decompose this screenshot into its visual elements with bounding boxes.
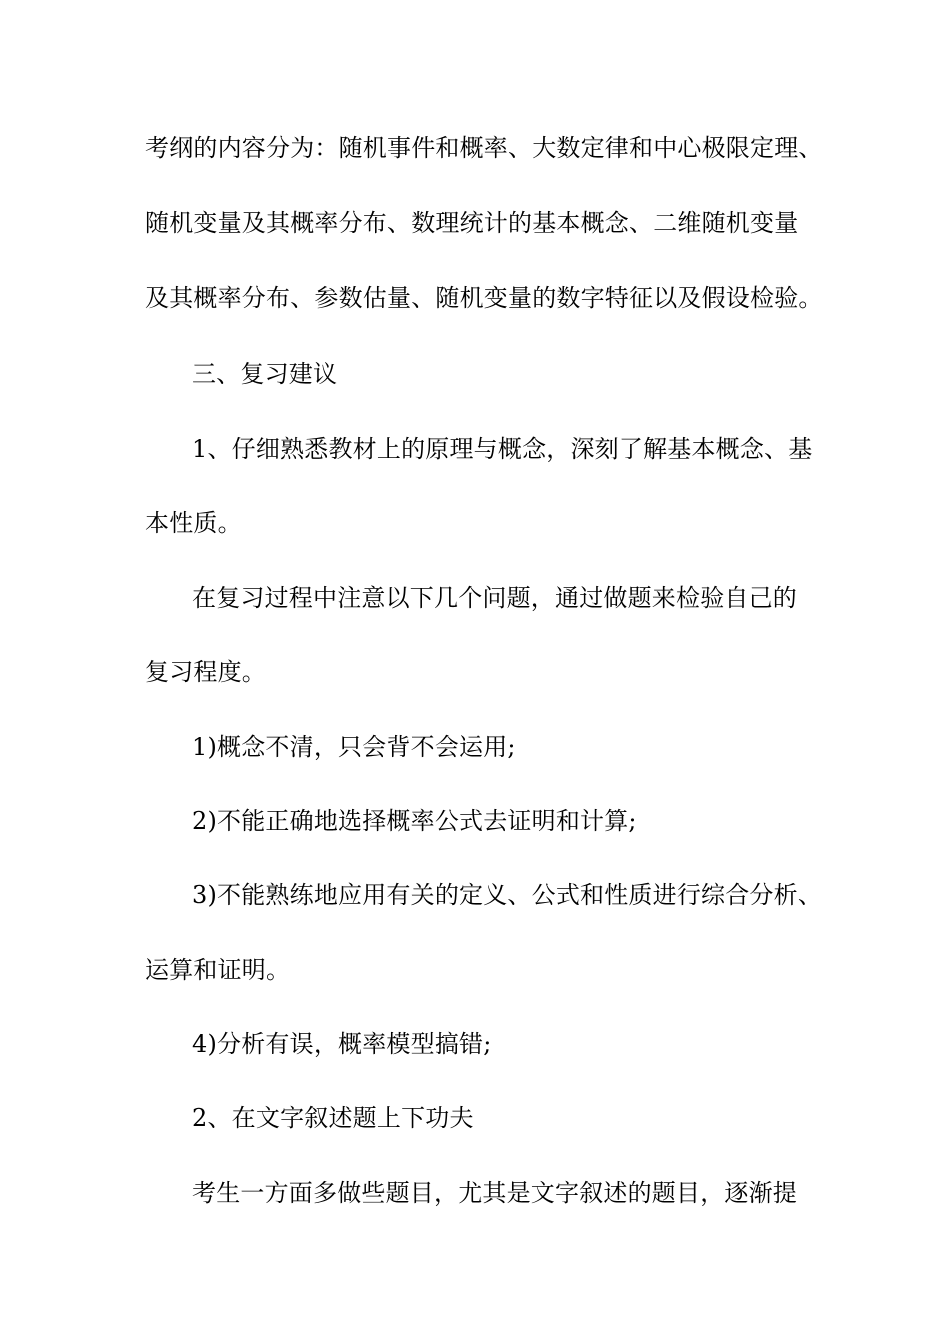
section-heading: 三、复习建议 [192, 360, 338, 388]
list-item: 2)不能正确地选择概率公式去证明和计算; [192, 807, 637, 835]
paragraph-line: 及其概率分布、参数估量、随机变量的数字特征以及假设检验。 [145, 284, 823, 312]
list-item: 4)分析有误，概率模型搞错; [192, 1030, 492, 1058]
paragraph-line: 考生一方面多做些题目，尤其是文字叙述的题目，逐渐提 [192, 1179, 797, 1207]
paragraph-line: 考纲的内容分为：随机事件和概率、大数定律和中心极限定理、 [145, 134, 823, 162]
paragraph-line: 随机变量及其概率分布、数理统计的基本概念、二维随机变量 [145, 209, 799, 237]
paragraph-line: 在复习过程中注意以下几个问题，通过做题来检验自己的 [192, 584, 797, 612]
list-item: 1)概念不清，只会背不会运用; [192, 733, 516, 761]
paragraph-line: 1、仔细熟悉教材上的原理与概念，深刻了解基本概念、基 [192, 435, 813, 463]
paragraph-line: 复习程度。 [145, 658, 266, 686]
paragraph-line: 本性质。 [145, 509, 242, 537]
section-heading: 2、在文字叙述题上下功夫 [192, 1104, 474, 1132]
paragraph-line: 运算和证明。 [145, 956, 291, 984]
list-item: 3)不能熟练地应用有关的定义、公式和性质进行综合分析、 [192, 881, 823, 909]
